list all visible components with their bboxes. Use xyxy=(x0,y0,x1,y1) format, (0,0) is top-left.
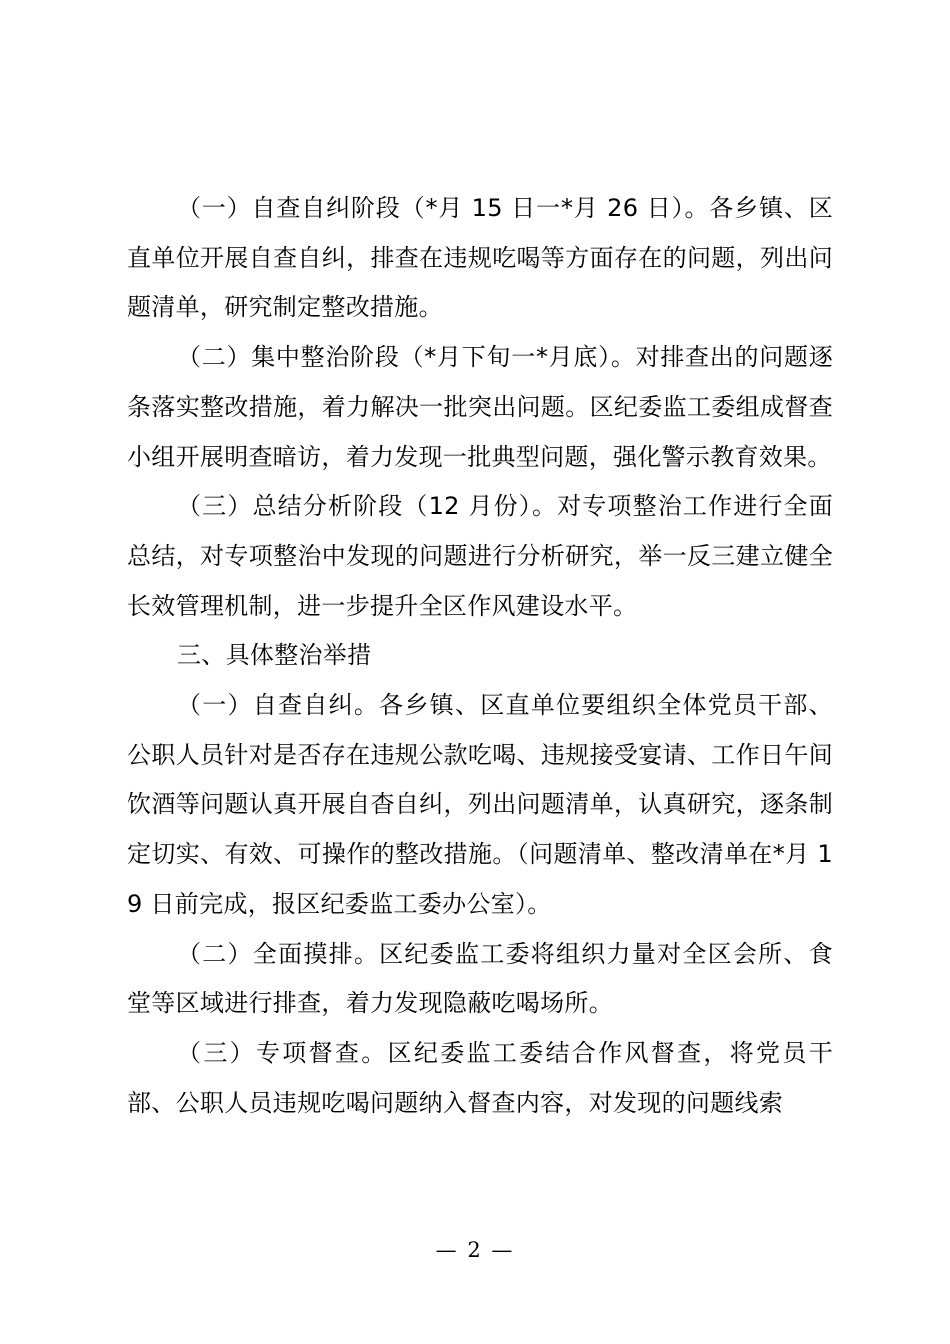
paragraph-stage-summary-analysis: （三）总结分析阶段（12 月份）。对专项整治工作进行全面总结，对专项整治中发现的问题进行分析研究，举一反三建立健全长效管理机制，进一步提升全区作风建设水平。 xyxy=(127,492,833,620)
document-body xyxy=(127,184,833,1128)
paragraph-measure-self-check: （一）自查自纠。各乡镇、区直单位要组织全体党员干部、公职人员针对是否存在违规公款吃喝、违规接受宴请、工作日午间饮酒等问题认真开展自杳自纠，列出问题清单，认真研究，逐条制定切实、有效、可操作的整改措施。（问题清单、整改清单在*月 19 日前完成，报区纪委监工委办公室）。 xyxy=(127,691,833,918)
paragraph-stage-self-check: （一）自查自纠阶段（*月 15 日一*月 26 日）。各乡镇、区直单位开展自查自纠，排查在违规吃喝等方面存在的问题，列出问题清单，研究制定整改措施。 xyxy=(127,194,833,322)
paragraph-measure-comprehensive-survey: （二）全面摸排。区纪委监工委将组织力量对全区会所、食堂等区域进行排查，着力发现隐蔽吃喝场所。 xyxy=(127,939,833,1018)
paragraph-measure-special-supervision: （三）专项督查。区纪委监工委结合作风督查，将党员干部、公职人员违规吃喝问题纳入督查内容，对发现的问题线索 xyxy=(127,1038,833,1117)
page-number: — 2 — xyxy=(435,1238,515,1262)
paragraph-stage-concentrated-rectification: （二）集中整治阶段（*月下旬一*月底）。对排查出的问题逐条落实整改措施，着力解决一批突出问题。区纪委监工委组成督查小组开展明查暗访，着力发现一批典型问题，强化警示教育效果。 xyxy=(127,343,833,471)
section-heading-specific-measures: 三、具体整治举措 xyxy=(177,641,372,670)
